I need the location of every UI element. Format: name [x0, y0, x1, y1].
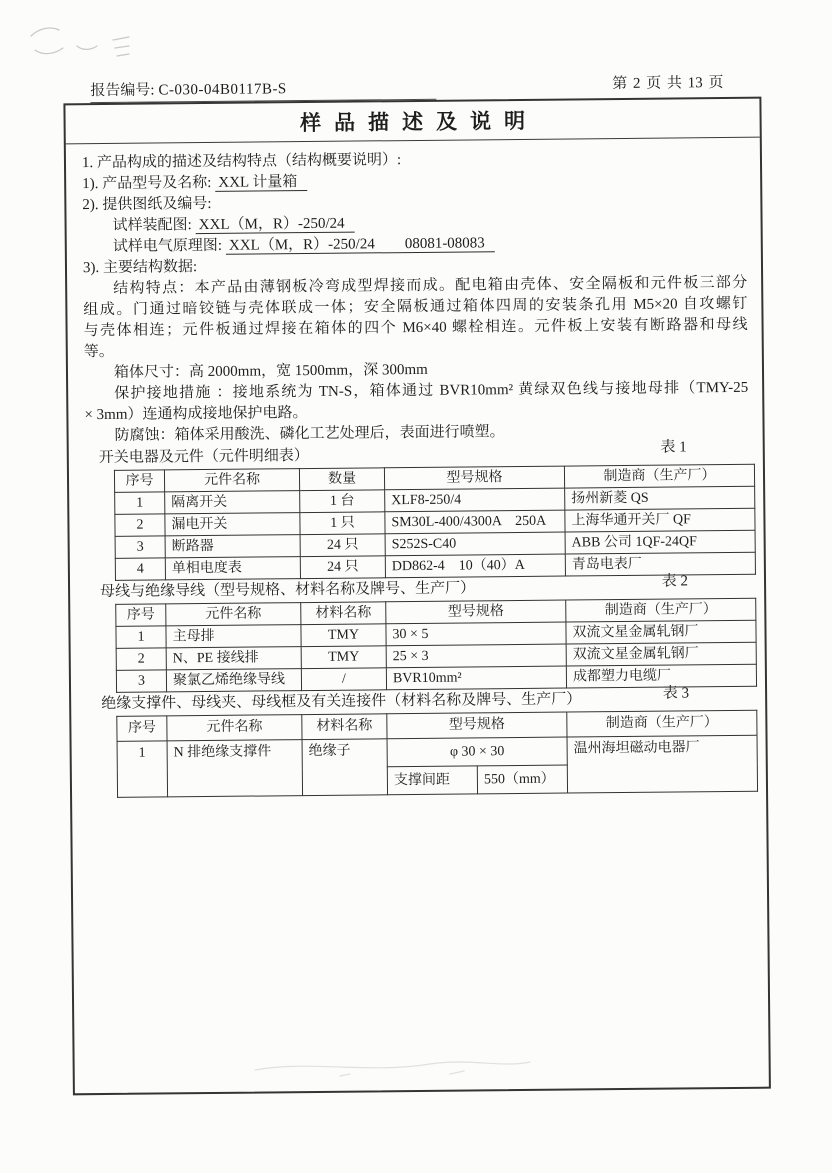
document-frame	[63, 97, 770, 1096]
cell: 2	[116, 648, 166, 670]
cell: 单相电度表	[165, 557, 300, 580]
structure-paragraph-line: 等。	[83, 343, 114, 361]
col-header-seq: 序号	[116, 604, 166, 626]
cabinet-size-line: 箱体尺寸：高 2000mm，宽 1500mm，深 300mm	[113, 361, 428, 381]
cell: 1 台	[300, 490, 385, 513]
col-header-material: 材料名称	[302, 714, 387, 740]
table2-number-label: 表 2	[661, 573, 689, 590]
document-body	[66, 138, 766, 799]
cell: 双流文星金属轧钢厂	[566, 642, 756, 666]
structure-paragraph-line: 与壳体相连；元件板通过焊接在箱体的四个 M6×40 螺栓相连。元件板上安装有断路器和母线	[83, 316, 748, 340]
components-table	[114, 464, 756, 581]
table1-number-label: 表 1	[660, 439, 687, 456]
col-header-seq: 序号	[114, 470, 164, 492]
electrical-diagram-label: 试样电气原理图:	[112, 237, 223, 255]
product-model-value: XXL 计量箱	[215, 174, 307, 192]
busbar-table	[115, 598, 757, 693]
table3-number-label: 表 3	[662, 685, 690, 702]
grounding-line: 保护接地措施 ：接地系统为 TN-S，箱体通过 BVR10mm² 黄绿双色线与接地母排（TMY-25	[114, 379, 749, 402]
col-header-name: 元件名称	[164, 469, 299, 492]
cell: DD862-4 10（40）A	[385, 554, 565, 578]
electrical-diagram-value: XXL（M，R）-250/24 08081-08083	[226, 235, 495, 255]
cell: 24 只	[300, 556, 385, 579]
cell: 聚氯乙烯绝缘导线	[166, 669, 301, 692]
report-number-value: C-030-04B0117B-S	[158, 81, 287, 99]
col-header-spec: 型号规格	[384, 466, 564, 490]
col-header-qty: 数量	[299, 468, 384, 491]
cell: ABB 公司 1QF-24QF	[565, 530, 755, 554]
cell: XLF8-250/4	[385, 488, 565, 512]
cell: 25 × 3	[386, 644, 566, 668]
cell: TMY	[301, 646, 386, 669]
cell: 1	[115, 492, 165, 514]
cell: 支撑间距	[387, 766, 477, 795]
table2-caption: 母线与绝缘导线（型号规格、材料名称及牌号、生产厂）	[100, 580, 476, 601]
cell: 550（mm）	[477, 765, 567, 794]
cell: 隔离开关	[165, 491, 300, 514]
anticorrosion-line: 防腐蚀：箱体采用酸洗、磷化工艺处理后，表面进行喷塑。	[114, 424, 505, 444]
cell: φ 30 × 30	[387, 737, 567, 767]
drawings-heading: 2). 提供图纸及编号:	[82, 195, 212, 214]
cell: 4	[115, 558, 165, 580]
col-header-spec: 型号规格	[386, 600, 566, 624]
cell: 30 × 5	[386, 622, 566, 646]
cell: N 排绝缘支撑件	[167, 740, 303, 797]
table3-caption: 绝缘支撑件、母线夹、母线框及有关连接件（材料名称及牌号、生产厂）	[101, 691, 582, 713]
cell: 1	[116, 626, 166, 648]
cell: 上海华通开关厂 QF	[565, 508, 755, 532]
product-model-label: 1). 产品型号及名称:	[82, 174, 212, 193]
col-header-seq: 序号	[117, 716, 167, 741]
cell: 24 只	[300, 534, 385, 557]
cell: N、PE 接线排	[166, 647, 301, 670]
assembly-drawing-label: 试样装配图:	[112, 217, 192, 234]
cell: 成都塑力电缆厂	[566, 664, 756, 688]
table-row	[117, 735, 757, 769]
structure-paragraph-line: 结构特点：本产品由薄钢板冷弯成型焊接而成。配电箱由壳体、安全隔板和元件板三部分	[113, 274, 748, 297]
cell: SM30L-400/4300A 250A	[385, 510, 565, 534]
col-header-material: 材料名称	[301, 602, 386, 625]
assembly-drawing-value: XXL（M，R）-250/24	[196, 216, 355, 235]
cell: 3	[116, 670, 166, 692]
cell: S252S-C40	[385, 532, 565, 556]
cell: 绝缘子	[302, 739, 388, 796]
cell: 2	[115, 514, 165, 536]
grounding-line: × 3mm）连通构成接地保护电路。	[84, 405, 308, 424]
structure-paragraph-line: 组成。门通过暗铰链与壳体联成一体；安全隔板通过箱体四周的安装条孔用 M5×20 自攻螺钉	[83, 295, 748, 319]
cell: 扬州新菱 QS	[565, 486, 755, 510]
col-header-manufacturer: 制造商（生产厂）	[567, 710, 757, 737]
report-number	[90, 76, 437, 103]
cell: 温州海坦磁动电器厂	[567, 735, 758, 793]
cell: /	[301, 668, 386, 691]
table1-caption: 开关电器及元件（元件明细表）	[98, 448, 309, 467]
cell: 双流文星金属轧钢厂	[566, 620, 756, 644]
cell: BVR10mm²	[386, 666, 566, 690]
col-header-manufacturer: 制造商（生产厂）	[564, 464, 754, 488]
cell: 青岛电表厂	[565, 552, 755, 576]
cell: 断路器	[165, 535, 300, 558]
col-header-name: 元件名称	[166, 603, 301, 626]
section-heading: 1. 产品构成的描述及结构特点（结构概要说明）:	[81, 152, 402, 172]
insulator-table	[116, 710, 758, 798]
col-header-name: 元件名称	[167, 715, 302, 741]
structure-data-heading: 3). 主要结构数据:	[82, 259, 198, 277]
page-title: 样品描述及说明	[65, 99, 759, 145]
col-header-spec: 型号规格	[387, 712, 567, 739]
cell: 3	[115, 536, 165, 558]
cell: 漏电开关	[165, 513, 300, 536]
cell: 1 只	[300, 512, 385, 535]
col-header-manufacturer: 制造商（生产厂）	[566, 598, 756, 622]
cell: TMY	[301, 624, 386, 647]
cell: 1	[117, 741, 168, 797]
page-indicator: 第 2 页 共 13 页	[612, 75, 724, 93]
cell: 主母排	[166, 625, 301, 648]
report-number-label: 报告编号:	[90, 82, 155, 100]
